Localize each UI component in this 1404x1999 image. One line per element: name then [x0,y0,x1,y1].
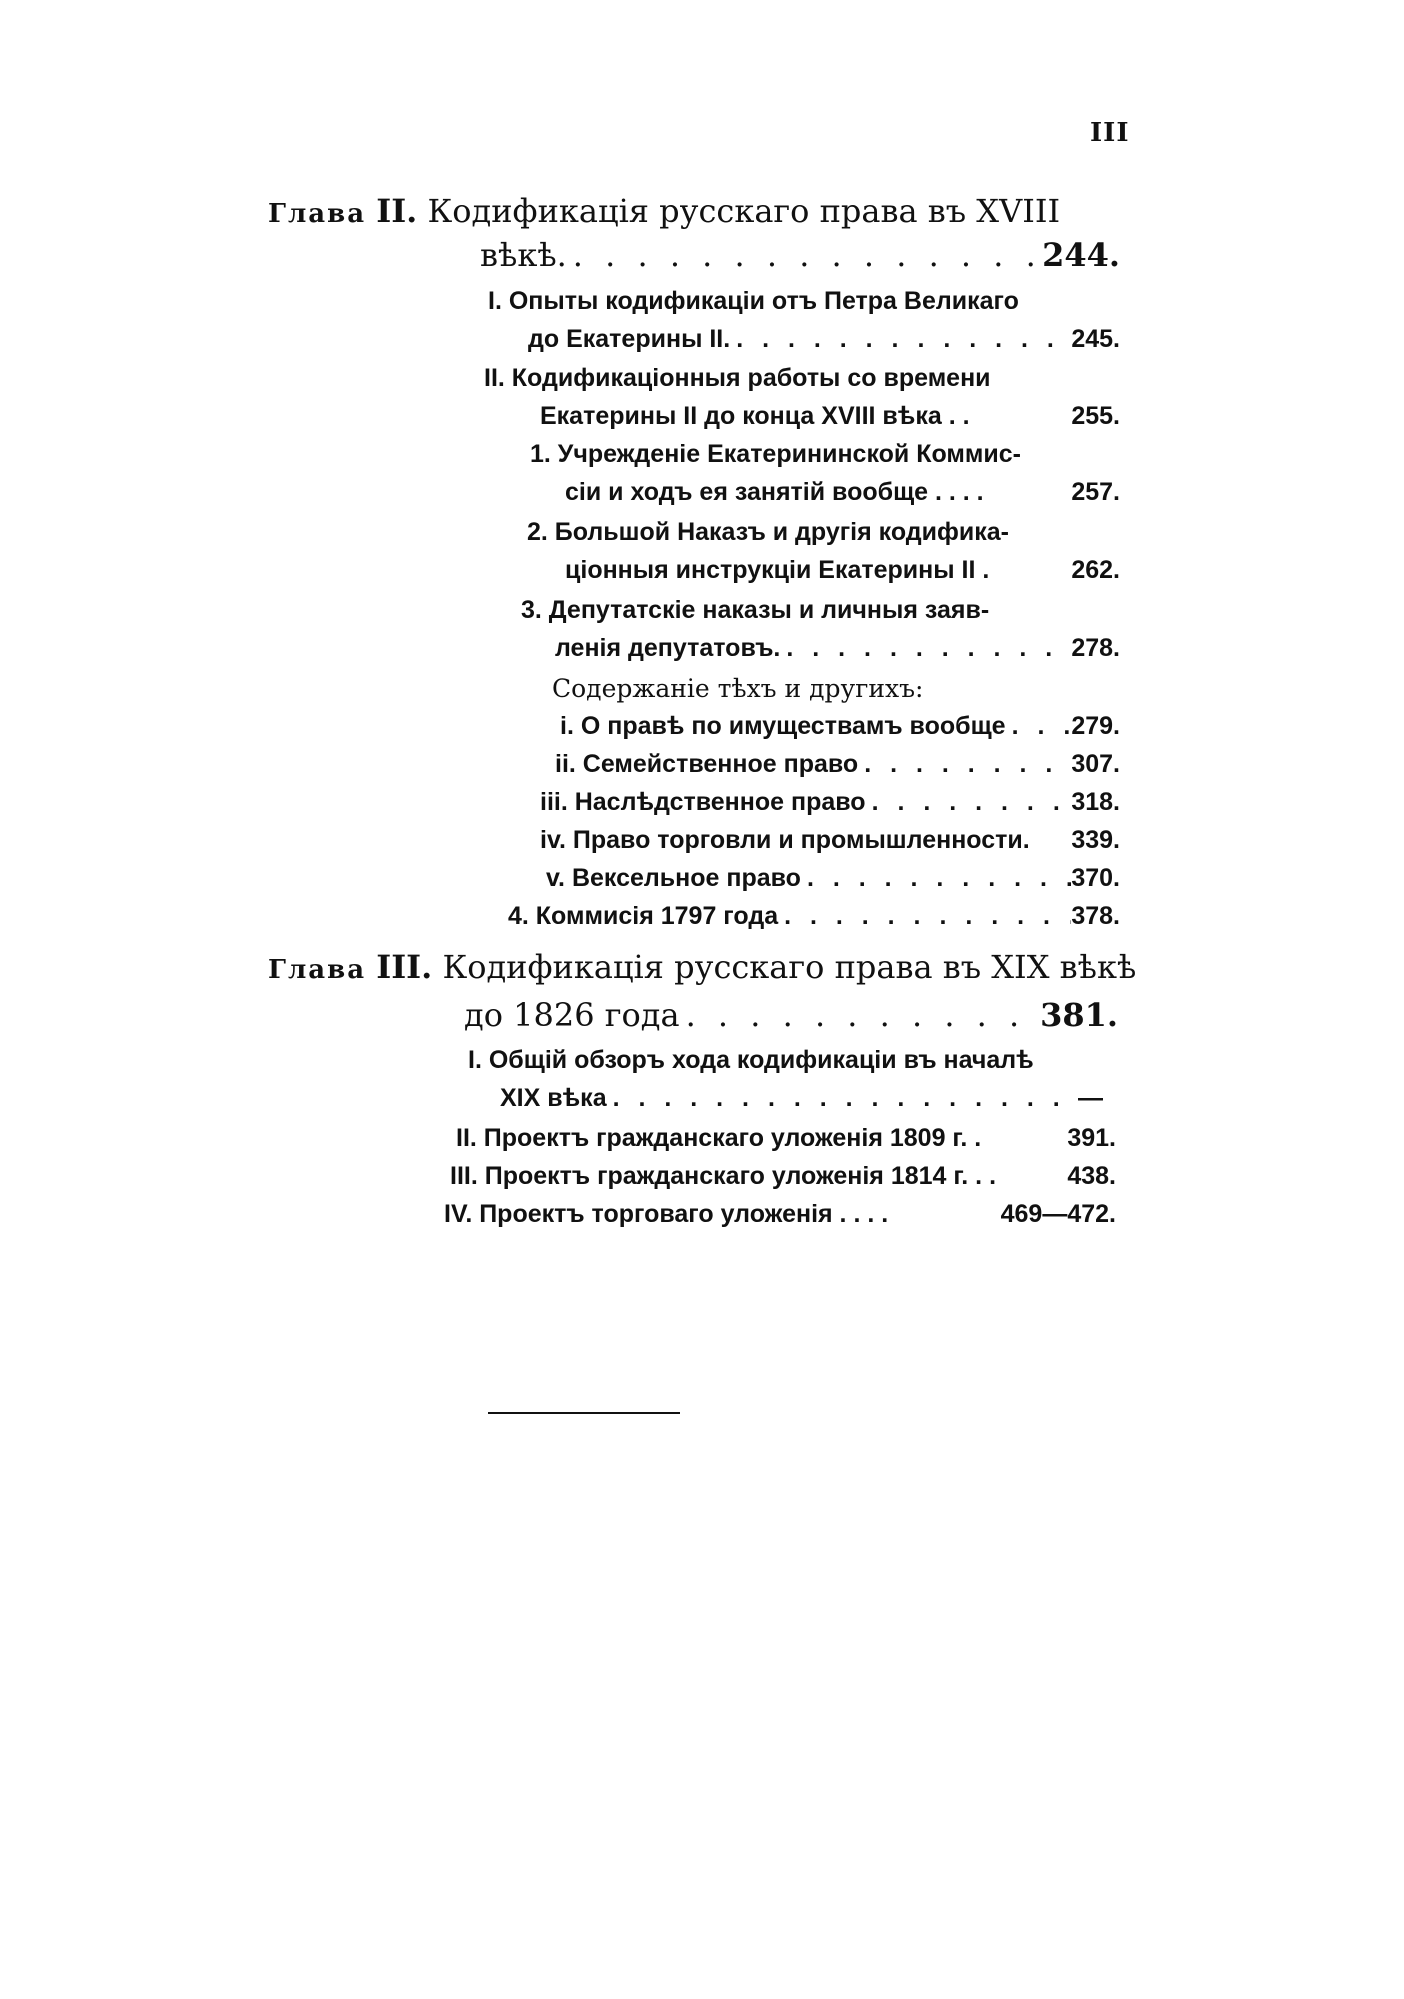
section-title: II. Кодификаціонныя работы со времени [484,364,991,392]
subsection-title-cont: ленія депутатовъ. [555,634,781,662]
chapter-3-title [268,948,1136,986]
page-ref: 339. [1071,826,1120,854]
section-title: II. Проектъ гражданскаго уложенія 1809 г. . [456,1124,982,1152]
leader-dots [858,750,1071,779]
section-title: I. Общій обзоръ хода кодификаціи въ началѣ [468,1046,1034,1074]
section-title: III. Проектъ гражданскаго уложенія 1814 г. . . [450,1162,997,1190]
chapter-word: Глава [268,199,367,229]
page-ref: 469—472. [1000,1200,1116,1228]
toc-row [540,402,1120,431]
toc-row [565,478,1120,507]
page-ref: 370. [1071,864,1120,892]
toc-row [464,996,1118,1034]
leader-dots [866,788,1072,817]
chapter-word: Глава [268,955,367,985]
chapter-title-line1: Кодификація русскаго права въ XVIII [427,192,1061,230]
page-ref: 244. [1042,236,1120,274]
chapter-title-line2: вѣкѣ. [480,236,567,274]
toc-row [546,864,1120,893]
leader-dots [730,325,1071,354]
section-title-cont: Екатерины II до конца XVIII вѣка . . [540,402,970,430]
subsection-title: 1. Учрежденіе Екатерининской Коммис- [530,440,1022,468]
toc-row [540,826,1120,855]
leader-dots [780,634,1071,663]
contents-heading: Содержаніе тѣхъ и другихъ: [552,674,924,703]
chapter-number: III. [376,948,433,986]
page-ref: 438. [1067,1162,1116,1190]
toc-row [456,1124,1116,1153]
content-item: iv. Право торговли и промышленности. [540,826,1030,854]
page-ref: 278. [1071,634,1120,662]
page-ref: 257. [1071,478,1120,506]
content-item: ii. Семейственное право [555,750,859,778]
subsection-title-cont: сіи и ходъ ея занятій вообще . . . . [565,478,984,506]
leader-dots [801,864,1071,893]
subsection-title-cont: ціонныя инструкціи Екатерины II . [565,556,990,584]
page-ref: 279. [1071,712,1120,740]
toc-row [500,1084,1103,1113]
page-ref: 318. [1071,788,1120,816]
toc-row [480,236,1120,274]
subsection-title: 4. Коммисія 1797 года [508,902,779,930]
toc-row [528,325,1120,354]
chapter-number: II. [376,192,418,230]
leader-dots [778,902,1071,931]
leader-dots [680,996,1041,1034]
page-ref: 262. [1071,556,1120,584]
chapter-title-line2: до 1826 года [464,996,680,1034]
subsection-title: 2. Большой Наказъ и другія кодифика- [527,518,1010,546]
subsection-title: 3. Депутатскіе наказы и личныя заяв- [521,596,990,624]
page-ref: 381. [1040,996,1118,1034]
toc-row [444,1200,1116,1229]
leader-dots [607,1084,1078,1113]
content-item: v. Вексельное право [546,864,801,892]
section-title: I. Опыты кодификаціи отъ Петра Великаго [488,287,1019,315]
chapter-title-line1: Кодификація русскаго права въ XIX вѣкѣ [442,948,1137,986]
page-ref: 378. [1071,902,1120,930]
content-item: i. О правѣ по имуществамъ вообще [560,712,1006,740]
page-ref: — [1078,1084,1103,1112]
leader-dots [567,236,1042,274]
page-ref: 245. [1071,325,1120,353]
end-rule [488,1412,680,1414]
toc-row [508,902,1120,931]
toc-row [540,788,1120,817]
toc-row [565,556,1120,585]
section-title-cont: XIX вѣка [500,1084,607,1112]
page-ref: 255. [1071,402,1120,430]
toc-row [555,634,1120,663]
section-title: IV. Проектъ торговаго уложенія . . . . [444,1200,889,1228]
toc-row [450,1162,1116,1191]
section-title-cont: до Екатерины II. [528,325,731,353]
page-ref: 307. [1071,750,1120,778]
chapter-2-title [268,192,1060,230]
page-number: III [1090,118,1130,148]
content-item: iii. Наслѣдственное право [540,788,866,816]
page-ref: 391. [1067,1124,1116,1152]
toc-row [560,712,1120,741]
toc-row [555,750,1120,779]
leader-dots [1006,712,1072,741]
